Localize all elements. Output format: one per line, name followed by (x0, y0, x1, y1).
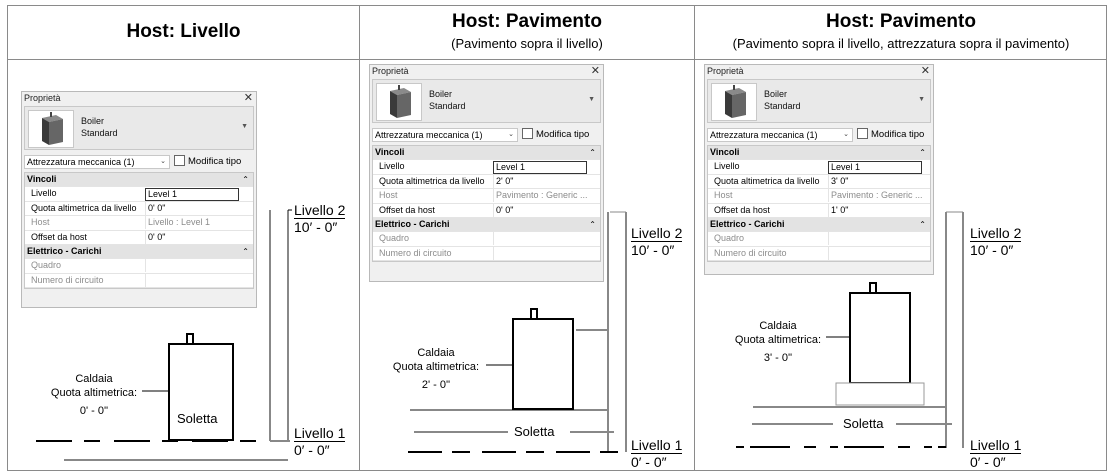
property-row[interactable] (373, 175, 600, 189)
edit-type-icon (174, 155, 185, 166)
property-row (373, 232, 600, 246)
level-2-marker (970, 226, 1021, 258)
category-label: Attrezzatura meccanica (1) (710, 130, 818, 140)
properties-grid (707, 145, 931, 262)
panel-title: Proprietà (24, 93, 61, 103)
type-name: Boiler (429, 89, 453, 99)
property-row (708, 247, 930, 261)
boiler-thumbnail (376, 83, 422, 121)
property-value: Pavimento : Generic ... (493, 189, 588, 202)
type-selector[interactable] (707, 79, 931, 123)
collapse-icon[interactable]: ⌃ (242, 175, 249, 184)
level-2-marker (631, 226, 682, 258)
chevron-down-icon: ⌄ (508, 131, 514, 138)
type-subname: Standard (429, 101, 466, 111)
elevation-value: 3' - 0'' (763, 352, 793, 364)
collapse-icon[interactable]: ⌃ (919, 219, 926, 229)
section-label: Vincoli (375, 147, 405, 157)
property-value (145, 274, 148, 287)
edit-type-label: Modifica tipo (188, 156, 242, 167)
property-row[interactable] (25, 202, 253, 216)
edit-type-button[interactable] (522, 127, 589, 142)
property-value (828, 247, 831, 260)
level-1-marker (631, 438, 682, 470)
column-subtitle: (Pavimento sopra il livello) (451, 36, 603, 51)
property-key: Quadro (31, 260, 62, 271)
level-2-marker (294, 203, 345, 235)
section-header[interactable] (708, 218, 930, 232)
elevation-value: 0' - 0'' (79, 405, 109, 417)
close-icon[interactable]: ✕ (590, 65, 600, 77)
level-elevation: 0′ - 0″ (970, 453, 1021, 470)
category-dropdown[interactable] (24, 155, 170, 169)
type-subname: Standard (764, 101, 801, 111)
property-row (25, 274, 253, 288)
section-label: Vincoli (710, 147, 740, 157)
property-key: Quota altimetrica da livello (31, 202, 137, 213)
column-title: Host: Pavimento (826, 11, 976, 32)
collapse-icon[interactable]: ⌃ (589, 219, 596, 229)
section-label: Elettrico - Carichi (375, 218, 450, 229)
collapse-icon[interactable]: ⌃ (242, 246, 249, 256)
elevation-caption: Quota altimetrica: (392, 361, 480, 373)
slab-label: Soletta (511, 424, 557, 439)
close-icon[interactable]: ✕ (243, 92, 253, 104)
chevron-down-icon[interactable]: ▼ (918, 96, 925, 103)
property-row (25, 259, 253, 273)
boiler-thumbnail (711, 83, 757, 121)
property-key: Offset da host (714, 204, 770, 215)
property-key: Livello (31, 188, 57, 199)
panel-title: Proprietà (372, 66, 409, 76)
type-name: Boiler (764, 89, 788, 99)
section-label: Elettrico - Carichi (710, 218, 785, 229)
property-value (493, 232, 496, 245)
property-value[interactable]: 0' 0" (145, 231, 165, 244)
property-row[interactable] (373, 204, 600, 218)
edit-type-icon (522, 128, 533, 139)
category-dropdown[interactable] (372, 128, 518, 142)
property-row[interactable] (708, 175, 930, 189)
property-value: Livello : Level 1 (145, 216, 210, 229)
property-row[interactable] (25, 187, 253, 201)
equipment-name: Caldaia (759, 320, 797, 332)
collapse-icon[interactable]: ⌃ (589, 148, 596, 157)
property-key: Numero di circuito (31, 274, 104, 285)
property-value-input[interactable]: Level 1 (493, 161, 587, 174)
property-key: Host (379, 190, 398, 201)
level-elevation: 10′ - 0″ (970, 241, 1021, 258)
section-label: Elettrico - Carichi (27, 245, 102, 256)
property-value[interactable]: 0' 0" (493, 204, 513, 217)
type-name: Boiler (81, 116, 105, 126)
property-row[interactable] (373, 160, 600, 174)
level-elevation: 0′ - 0″ (631, 453, 682, 470)
property-key: Quota altimetrica da livello (714, 175, 820, 186)
property-value[interactable]: 3' 0" (828, 175, 848, 188)
chevron-down-icon: ⌄ (843, 131, 849, 138)
section-header[interactable] (373, 218, 600, 232)
property-value (145, 259, 148, 272)
edit-type-label: Modifica tipo (536, 129, 590, 140)
property-row (708, 232, 930, 246)
chevron-down-icon: ⌄ (160, 158, 166, 165)
property-row[interactable] (708, 204, 930, 218)
section-label: Vincoli (27, 174, 57, 184)
column-subtitle: (Pavimento sopra il livello, attrezzatura sopra il pavimento) (732, 36, 1070, 51)
level-1-marker (970, 438, 1021, 470)
property-value[interactable]: 2' 0" (493, 175, 513, 188)
category-label: Attrezzatura meccanica (1) (375, 130, 483, 140)
property-row[interactable] (708, 160, 930, 174)
property-key: Livello (714, 161, 740, 172)
elevation-caption: Quota altimetrica: (50, 387, 138, 399)
property-value[interactable]: 0' 0" (145, 202, 165, 215)
property-row (373, 247, 600, 261)
chevron-down-icon[interactable]: ▼ (588, 96, 595, 103)
property-row (708, 189, 930, 203)
collapse-icon[interactable]: ⌃ (919, 148, 926, 157)
category-dropdown[interactable] (707, 128, 853, 142)
level-name: Livello 2 (970, 225, 1022, 241)
property-key: Quota altimetrica da livello (379, 175, 485, 186)
property-value (493, 247, 496, 260)
slab-label: Soletta (177, 411, 218, 426)
elevation-caption: Quota altimetrica: (734, 334, 822, 346)
property-value: Pavimento : Generic ... (828, 189, 923, 202)
property-key: Numero di circuito (714, 247, 787, 258)
type-subname: Standard (81, 128, 118, 138)
edit-type-icon (857, 128, 868, 139)
boiler-elevation-label (388, 346, 484, 392)
level-1-marker (294, 426, 345, 458)
type-selector[interactable] (24, 106, 254, 150)
level-name: Livello 1 (294, 425, 346, 441)
property-value-input[interactable]: Level 1 (828, 161, 922, 174)
elevation-value: 2' - 0'' (421, 379, 451, 391)
boiler-thumbnail (28, 110, 74, 148)
property-value[interactable]: 1' 0" (828, 204, 848, 217)
boiler-elevation-label (730, 319, 826, 365)
property-row[interactable] (25, 231, 253, 245)
level-elevation: 10′ - 0″ (631, 241, 682, 258)
edit-type-button[interactable] (857, 127, 924, 142)
chevron-down-icon[interactable]: ▼ (241, 123, 248, 130)
level-name: Livello 1 (970, 437, 1022, 453)
section-header[interactable] (708, 146, 930, 160)
column-title: Host: Livello (126, 21, 241, 42)
type-selector[interactable] (372, 79, 601, 123)
close-icon[interactable]: ✕ (920, 65, 930, 77)
level-elevation: 0′ - 0″ (294, 441, 345, 458)
column-title: Host: Pavimento (452, 11, 602, 32)
property-value (828, 232, 831, 245)
property-row (25, 216, 253, 230)
section-header[interactable] (373, 146, 600, 160)
edit-type-label: Modifica tipo (871, 129, 925, 140)
properties-panel (21, 91, 257, 308)
panel-title: Proprietà (707, 66, 744, 76)
equipment-name: Caldaia (417, 347, 455, 359)
property-key: Livello (379, 161, 405, 172)
property-key: Host (31, 217, 50, 228)
property-key: Quadro (714, 233, 745, 244)
level-elevation: 10′ - 0″ (294, 218, 345, 235)
property-key: Offset da host (379, 204, 435, 215)
boiler-elevation-label (46, 372, 142, 418)
properties-grid (372, 145, 601, 262)
properties-grid (24, 172, 254, 289)
section-header[interactable] (25, 245, 253, 259)
level-name: Livello 2 (631, 225, 683, 241)
property-key: Offset da host (31, 231, 87, 242)
level-name: Livello 1 (631, 437, 683, 453)
category-label: Attrezzatura meccanica (1) (27, 157, 135, 167)
property-key: Host (714, 190, 733, 201)
equipment-name: Caldaia (75, 373, 113, 385)
property-value-input[interactable]: Level 1 (145, 188, 239, 201)
properties-panel (704, 64, 934, 275)
slab-label: Soletta (840, 416, 886, 431)
properties-panel (369, 64, 604, 282)
edit-type-button[interactable] (174, 154, 241, 169)
section-header[interactable] (25, 173, 253, 187)
property-row (373, 189, 600, 203)
level-name: Livello 2 (294, 202, 346, 218)
property-key: Quadro (379, 233, 410, 244)
property-key: Numero di circuito (379, 247, 452, 258)
